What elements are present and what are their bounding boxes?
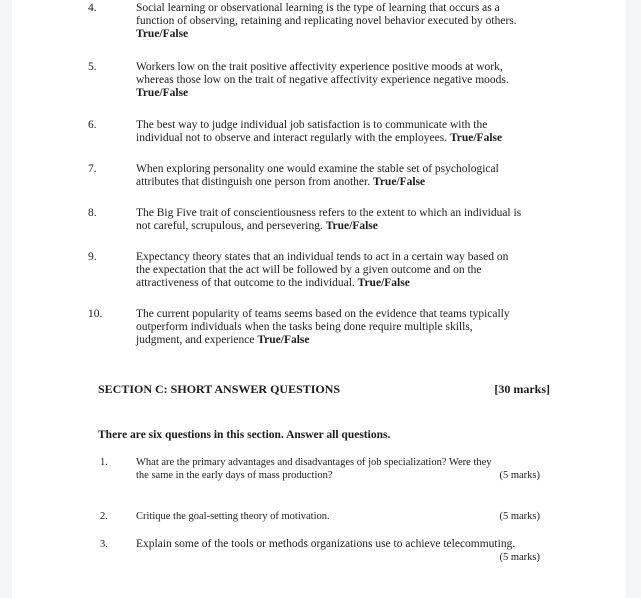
- question-marks: (5 marks): [499, 470, 540, 481]
- section-c-marks: [30 marks]: [494, 382, 550, 396]
- section-c-title: SECTION C: SHORT ANSWER QUESTIONS: [98, 382, 341, 396]
- true-false-label: True/False: [325, 220, 378, 232]
- question-5: Workers low on the trait positive affectivity experience positive moods at work, whereas those low on the trait of negative affectivity experience negative moods. True/False: [136, 61, 566, 100]
- question-6: The best way to judge individual job satisfaction is to communicate with the individual not to observe and interact regularly with the employees. True/False: [136, 119, 503, 144]
- question-10: The current popularity of teams seems based on the evidence that teams typically outperform individuals when the tasks being done require multiple skills, judgment, and experience True/False: [136, 308, 510, 346]
- short-question-1: What are the primary advantages and disadvantages of job specialization? Were they the same in the early days of mass production? (5 marks): [136, 457, 540, 481]
- question-4-number: 4.: [88, 2, 97, 14]
- question-8: The Big Five trait of conscientiousness refers to the extent to which an individual is not careful, scrupulous, and persevering. True/False: [136, 207, 522, 232]
- question-10-number: 10.: [88, 308, 103, 320]
- question-4: Social learning or observational learning is the type of learning that occurs as a function of observing, retaining and replicating novel behavior executed by others. True/False: [136, 2, 566, 41]
- true-false-label: True/False: [357, 277, 410, 289]
- short-question-2: Critique the goal-setting theory of motivation. (5 marks): [136, 511, 540, 522]
- short-question-3-number: 3.: [100, 539, 108, 550]
- true-false-label: True/False: [136, 28, 189, 40]
- short-question-2-number: 2.: [100, 511, 108, 522]
- true-false-label: True/False: [373, 176, 426, 188]
- question-marks: (5 marks): [499, 511, 540, 522]
- question-8-number: 8.: [88, 207, 97, 219]
- short-question-1-number: 1.: [100, 457, 108, 468]
- true-false-label: True/False: [257, 334, 310, 346]
- document-page: [12, 0, 626, 598]
- question-7-number: 7.: [88, 163, 97, 175]
- short-question-3: Explain some of the tools or methods organizations use to achieve telecommuting. (5 marks): [136, 538, 540, 563]
- question-5-number: 5.: [88, 61, 97, 73]
- question-9: Expectancy theory states that an individual tends to act in a certain way based on the expectation that the act will be followed by a given outcome and on the attractiveness of that outcome to the individual. True/False: [136, 251, 509, 289]
- question-marks: (5 marks): [499, 552, 540, 563]
- question-9-number: 9.: [88, 251, 97, 263]
- section-c-instruction: There are six questions in this section. Answer all questions.: [98, 429, 391, 441]
- question-6-number: 6.: [88, 119, 97, 131]
- true-false-label: True/False: [136, 87, 189, 99]
- true-false-label: True/False: [449, 132, 503, 144]
- section-c-heading: [98, 382, 550, 396]
- question-7: When exploring personality one would examine the stable set of psychological attributes that distinguish one person from another. True/False: [136, 163, 499, 188]
